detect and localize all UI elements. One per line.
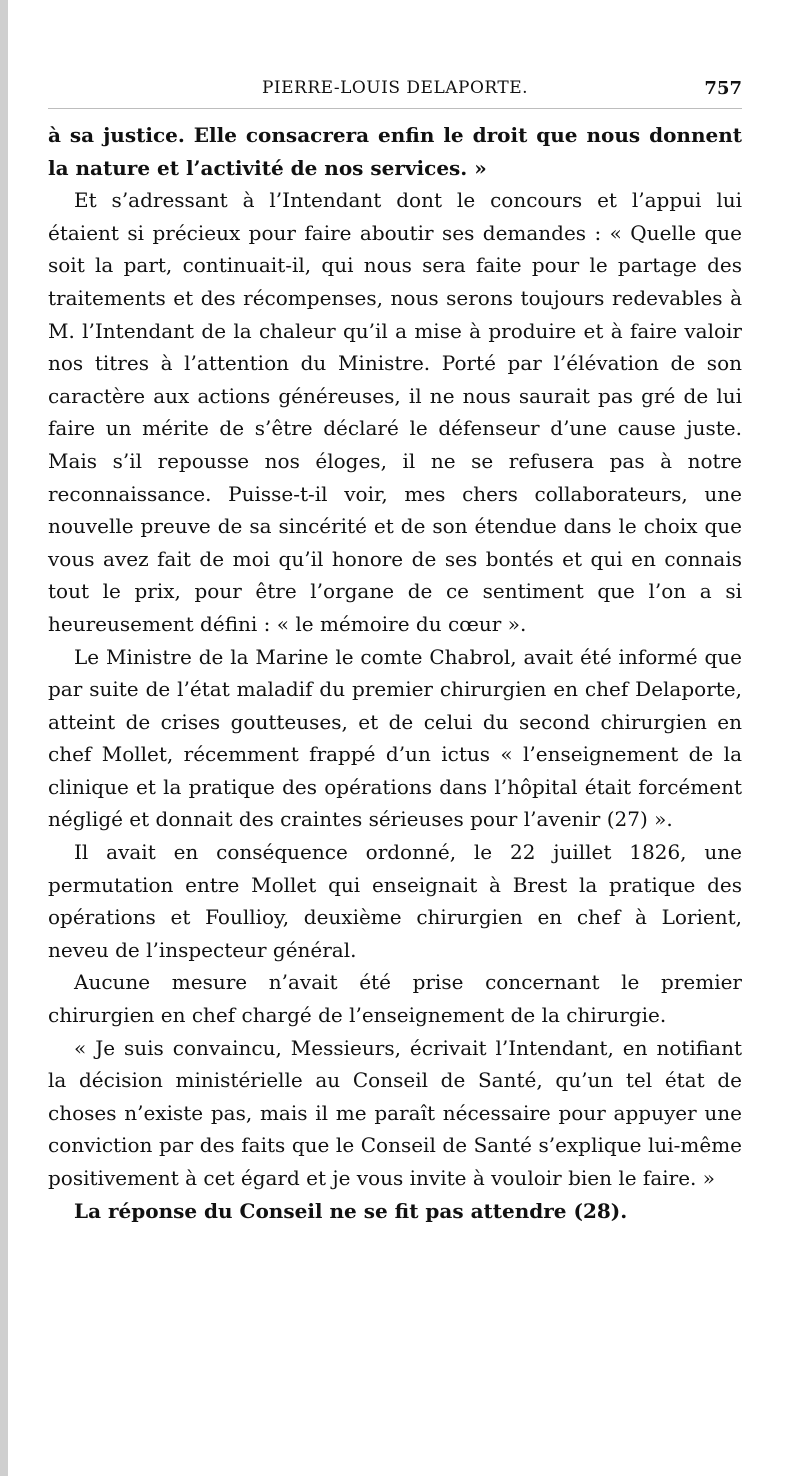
page-number: 757: [704, 78, 742, 99]
paragraph-3: Le Ministre de la Marine le comte Chabrol, avait été informé que par suite de l’état maladif du premier chirurgien en chef Delaporte, atteint de crises goutteuses, et de celui du second chirurgien en chef Mollet, récemment frappé d’un ictus « l’enseignement de la clinique et la pratique des opérations dans l’hôpital était forcément négligé et donnait des craintes sérieuses pour l’avenir (27) ».: [48, 644, 742, 832]
running-title: PIERRE-LOUIS DELAPORTE.: [261, 78, 529, 98]
paragraph-1: à sa justice. Elle consacrera enfin le droit que nous donnent la nature et l’activité de nos services. »: [48, 123, 742, 180]
paragraph-2: Et s’adressant à l’Intendant dont le concours et l’appui lui étaient si précieux pour faire aboutir ses demandes : « Quelle que soit la part, continuait-il, qui nous sera faite pour le partage des traitements et des récompenses, nous serons toujours redevables à M. l’Intendant de la chaleur qu’il a mise à produire et à faire valoir nos titres à l’attention du Ministre. Porté par l’élévation de son caractère aux actions généreuses, il ne nous saurait pas gré de lui faire un mérite de s’être déclaré le défenseur d’une cause juste. Mais s’il repousse nos éloges, il ne se refusera pas à notre reconnaissance. Puisse-t-il voir, mes chers collaborateurs, une nouvelle preuve de sa sincérité et de son étendue dans le choix que vous avez fait de moi qu’il honore de ses bontés et qui en connais tout le prix, pour être l’organe de ce sentiment que l’on a si heureusement défini : « le mémoire du cœur ».: [48, 188, 742, 636]
paragraph-4: Il avait en conséquence ordonné, le 22 juillet 1826, une permutation entre Mollet qui enseignait à Brest la pratique des opérations et Foullioy, deuxième chirurgien en chef à Lorient, neveu de l’inspecteur général.: [48, 840, 742, 962]
scan-edge: [0, 0, 8, 1476]
paragraph-5: Aucune mesure n’avait été prise concernant le premier chirurgien en chef chargé de l’enseignement de la chirurgie.: [48, 970, 742, 1028]
book-page: [48, 74, 742, 1227]
page-body: [48, 119, 742, 1227]
page-header: [48, 74, 742, 109]
paragraph-6: « Je suis convaincu, Messieurs, écrivait l’Intendant, en notifiant la décision ministérielle au Conseil de Santé, qu’un tel état de choses n’existe pas, mais il me paraît nécessaire pour appuyer une conviction par des faits que le Conseil de Santé s’explique lui-même positivement à cet égard et je vous invite à vouloir bien le faire. »: [48, 1035, 742, 1190]
paragraph-7: La réponse du Conseil ne se fit pas attendre (28).: [74, 1198, 628, 1223]
